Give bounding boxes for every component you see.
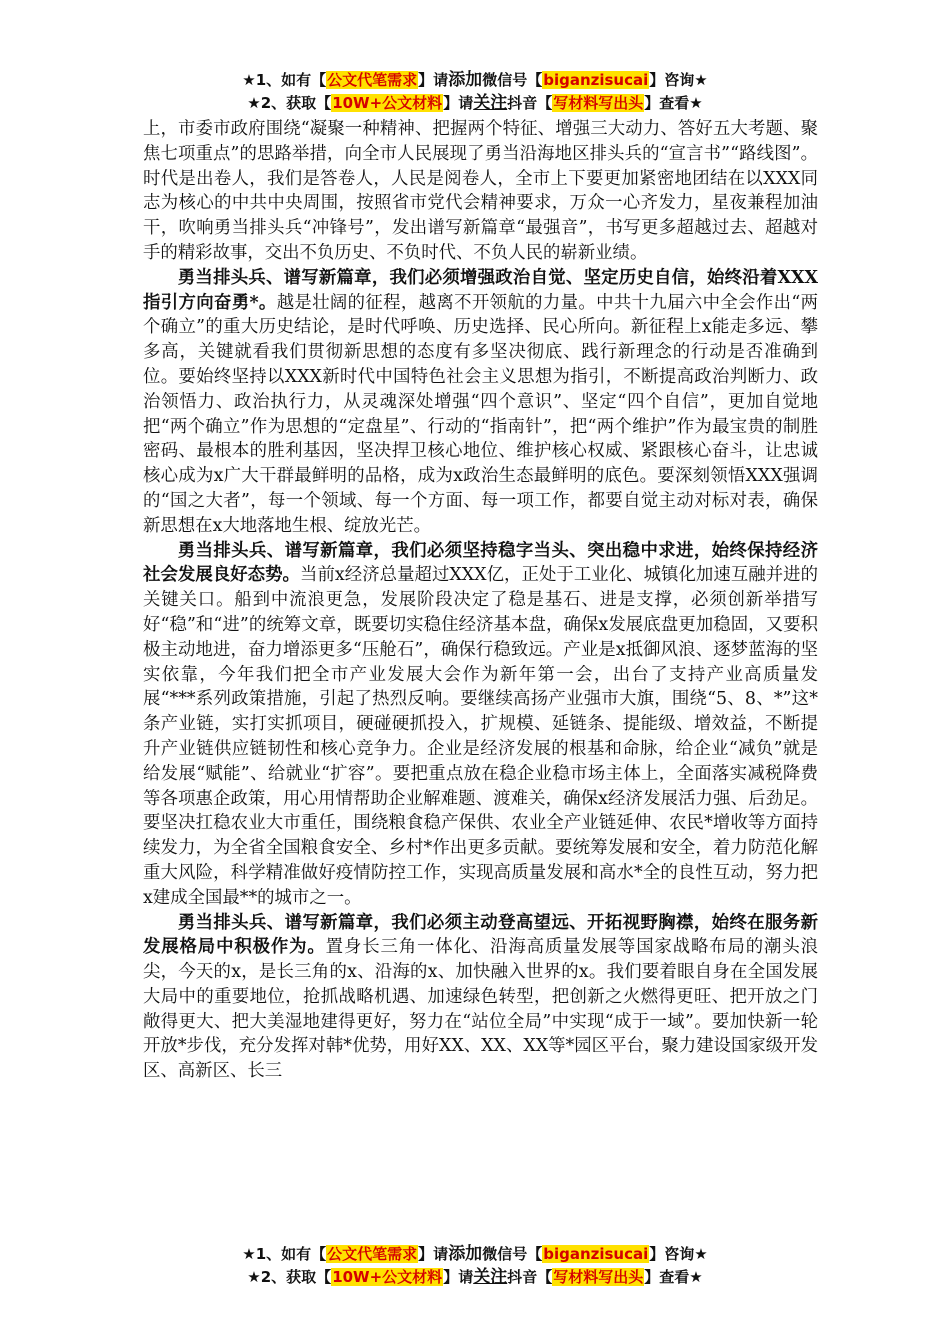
paragraph-text-economic: 当前x经济总量超过XXX亿，正处于工业化、城镇化加速互融并进的关键关口。船到中流浪更急，发展阶段决定了稳是基石、进是支撑，必须创新举措写好“稳”和“进”的统筹文章，既要切实稳住经济基本盘，确保x发展底盘更加稳固，又要积极主动地进，奋力增添更多“压舱石”，确保行稳致远。产业是x抵御风浪、逐梦蓝海的坚实依靠，今年我们把全市产业发展大会作为新年第一会，出台了支持产业高质量发展“***系列政策措施，引起了热烈反响。要继续高扬产业强市大旗，围绕“5、8、*”这*条产业链，实打实抓项目，硬碰硬抓投入，扩规模、延链条、提能级、增效益，不断提升产业链供应链韧性和核心竞争力。企业是经济发展的根基和命脉，给企业“减负”就是给发展“赋能”、给就业“扩容”。要把重点放在稳企业稳市场主体上，全面落实减税降费等各项惠企政策，用心用情帮助企业解难题、渡难关，确保x经济发展活力强、后劲足。要坚决扛稳农业大市重任，围绕粮食稳产保供、农业全产业链延伸、农民*增收等方面持续发力，为全省全国粮食安全、乡村*作出更多贡献。要统筹发展和安全，着力防范化解重大风险，科学精准做好疫情防控工作，实现高质量发展和高水*全的良性互动，努力把x建成全国最**的城市之一。 [143,565,818,908]
banner-line-1-highlight-service: 公文代笔需求 [327,71,418,89]
footer-line-2-prefix: ★2、获取【 [247,1268,332,1286]
banner-line-1-suffix: 】咨询★ [649,71,708,89]
paragraph-text-development: 置身长三角一体化、沿海高质量发展等国家战略布局的潮头浪尖，今天的x，是长三角的x、沿海的x、加快融入世界的x。我们要着眼自身在全国发展大局中的重要地位，抢抓战略机遇、加速绿色转型，把创新之火燃得更旺、把开放之门敞得更大、把大美湿地建得更好，努力在“站位全局”中实现“成于一域”。要加快新一轮开放*步伐，充分发挥对韩*优势，用好XX、XX、XX等*园区平台，聚力建设国家级开发区、高新区、长三 [143,937,818,1082]
footer-line-1 [0,1243,950,1266]
banner-line-1 [0,69,950,92]
paragraph-economic-stability [143,539,818,911]
paragraph-continuation: 上，市委市政府围绕“凝聚一种精神、把握两个特征、增强三大动力、答好五大考题、聚焦七项重点”的思路举措，向全市人民展现了勇当沿海地区排头兵的“宣言书”“路线图”。时代是出卷人，我们是答卷人，人民是阅卷人，全市上下要更加紧密地团结在以XXX同志为核心的中共中央周围，按照省市党代会精神要求，万众一心齐发力，星夜兼程加油干，吹响勇当排头兵“冲锋号”，发出谱写新篇章“最强音”，书写更多超越过去、超越对手的精彩故事，交出不负历史、不负时代、不负人民的崭新业绩。 [143,119,818,263]
banner-line-1-prefix: ★1、如有【 [242,71,327,89]
footer-line-1-prefix: ★1、如有【 [242,1245,327,1263]
footer-line-1-emphasis: 添加 [448,1244,483,1264]
banner-line-2-prefix: ★2、获取【 [247,94,332,112]
paragraph-text-political: 越是壮阔的征程，越离不开领航的力量。中共十九届六中全会作出“两个确立”的重大历史结论，是时代呼唤、历史选择、民心所向。新征程上x能走多远、攀多高，关键就看我们贯彻新思想的态度有多坚决彻底、践行新理念的行动是否准确到位。要始终坚持以XXX新时代中国特色社会主义思想为指引，不断提高政治判断力、政治领悟力、政治执行力，从灵魂深处增强“四个意识”、坚定“四个自信”，更加自觉地把“两个确立”作为思想的“定盘星”、行动的“指南针”，把“两个维护”作为最宝贵的制胜密码、最根本的胜利基因，坚决捍卫核心地位、维护核心权威、紧跟核心奋斗，让忠诚核心成为x广大干群最鲜明的品格，成为x政治生态最鲜明的底色。要深刻领悟XXX强调的“国之大者”，每一个领域、每一个方面、每一项工作，都要自觉主动对标对表，确保新思想在x大地落地生根、绽放光芒。 [143,292,818,536]
paragraph-development-pattern [143,911,818,1085]
footer-line-2-douyin-account: 写材料写出头 [553,1268,644,1286]
banner-line-2 [0,92,950,115]
banner-line-2-text-2: 抖音【 [507,94,553,112]
footer-line-2-suffix: 】查看★ [644,1268,703,1286]
paragraph-heading-economic: 勇当排头兵、谱写新篇章，我们必须坚持稳字当头、突出稳中求进，始终保持经济社会发展良好态势。 [143,540,818,586]
banner-line-2-emphasis: 关注 [473,93,508,113]
footer-line-2-emphasis: 关注 [473,1267,508,1287]
article-body [143,117,818,1084]
banner-line-1-text: 】请 [418,71,449,89]
footer-line-2-text: 】请 [443,1268,474,1286]
paragraph-heading-political: 勇当排头兵、谱写新篇章，我们必须增强政治自觉、坚定历史自信，始终沿着XXX指引方向奋勇*。 [143,267,818,313]
footer-line-1-suffix: 】咨询★ [649,1245,708,1263]
banner-line-2-douyin-account: 写材料写出头 [553,94,644,112]
footer-line-2-highlight-materials: 10W+公文材料 [332,1268,443,1286]
footer-banner [0,1243,950,1289]
banner-line-2-highlight-materials: 10W+公文材料 [332,94,443,112]
footer-line-1-text-2: 微信号【 [482,1245,543,1263]
banner-line-2-text: 】请 [443,94,474,112]
paragraph-heading-development: 勇当排头兵、谱写新篇章，我们必须主动登高望远、开拓视野胸襟，始终在服务新发展格局中积极作为。 [143,912,818,958]
banner-line-1-wechat-id: biganzisucai [543,71,649,89]
footer-line-2 [0,1266,950,1289]
banner-line-1-text-2: 微信号【 [482,71,543,89]
banner-line-1-emphasis: 添加 [448,70,483,90]
paragraph-political-awareness [143,266,818,539]
footer-line-1-highlight-service: 公文代笔需求 [327,1245,418,1263]
banner-line-2-suffix: 】查看★ [644,94,703,112]
footer-line-1-text: 】请 [418,1245,449,1263]
footer-line-1-wechat-id: biganzisucai [543,1245,649,1263]
header-banner [0,69,950,115]
footer-line-2-text-2: 抖音【 [507,1268,553,1286]
